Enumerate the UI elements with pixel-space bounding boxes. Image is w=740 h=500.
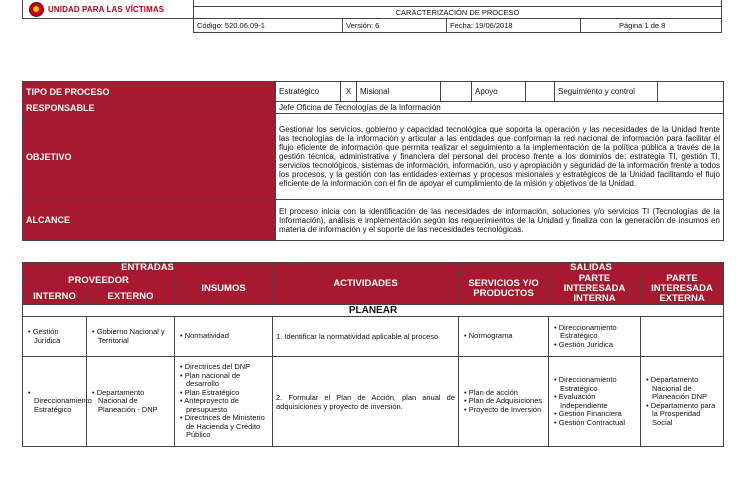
row1-servicios [459,317,549,357]
checkbox-seguimiento [658,82,724,102]
process-table [22,262,724,447]
list-item: • Direccionamiento Estratégico [554,324,637,341]
bullet-list [26,328,83,345]
row1-externa [641,317,724,357]
objetivo-label: OBJETIVO [23,114,276,200]
row1-insumos [175,317,273,357]
bullet-list [178,363,269,440]
actividades-header: ACTIVIDADES [273,263,459,305]
list-item: • Departamento Nacional de Planeación DNP [646,376,720,402]
bullet-list [178,332,269,341]
insumos-header: INSUMOS [175,274,273,305]
row1-actividad: 1. Identificar la normatividad aplicable al proceso [273,317,459,357]
row1-externo [87,317,175,357]
doc-title: CARACTERIZACIÓN DE PROCESO [194,7,722,19]
bullet-list [90,389,171,415]
table-row [23,357,724,447]
bullet-list [90,328,171,345]
list-item: • Gestión Jurídica [554,341,637,350]
list-item: • Gestión Contractual [554,419,637,428]
list-item: • Departamento Nacional de Planeación - DNP [92,389,171,415]
pi-externa-header: PARTE INTERESADA EXTERNA [641,274,724,305]
list-item: • Gobierno Nacional y Territorial [92,328,171,345]
responsable-value: Jefe Oficina de Tecnologías de la Información [276,102,724,114]
doc-code: Código: 520.06.09-1 [194,19,343,33]
list-item: • Gestión Financiera [554,410,637,419]
list-item: • Directrices del DNP [180,363,269,372]
row2-externa [641,357,724,447]
document-header [22,0,722,33]
bullet-list [462,332,545,341]
alcance-value: El proceso inicia con la identificación de las necesidades de información, soluciones y/o servicios TI (Tecnologías de la Información), análisis e implementación según los requerimientos de la Unidad y finaliza con la generación de insumos en materia de información y el soporte de las necesidades tecnológicas. [276,200,724,241]
list-item: • Plan de Adquisiciones [464,397,545,406]
list-item: • Direccionamiento Estratégico [554,376,637,393]
bullet-list [462,389,545,415]
row1-interna [549,317,641,357]
row2-actividad: 2. Formular el Plan de Acción, plan anual de adquisiciones y proyecto de inversión. [273,357,459,447]
list-item: • Plan Estratégico [180,389,269,398]
bullet-list [552,376,637,427]
list-item: • Evaluación Independiente [554,393,637,410]
row2-interna [549,357,641,447]
org-name: UNIDAD PARA LAS VÍCTIMAS [48,4,165,14]
objetivo-value: Gestionar los servicios, gobierno y capacidad tecnológica que soporta la operación y las necesidades de la Unidad frente las tecnologías de la información y articular a las entidades que conforman la red nacional de información para facilitar el flujo eficiente de información que permita realizar el seguimiento a la implementación de la política pública a través de la gestión técnica, administrativa y financiera del personal del proceso frente a los dominios de: estrategia TI, gestión TI, servicios tecnológicos, sistemas de información, información, uso y apropiación y seguridad de la información frente a todos los procesos, y la gestión con las entidades externas y procesos misionales y estratégicos de la Unidad facilitando el flujo eficiente de la información con el fin de apoyar el cumplimiento de la misión y objetivos de la Unidad. [276,114,724,200]
alcance-label: ALCANCE [23,200,276,241]
doc-page: Página 1 de 8 [581,19,722,33]
doc-date: Fecha: 19/06/2018 [447,19,581,33]
salidas-header: SALIDAS [459,263,724,274]
seal-icon [29,2,44,17]
opt-misional: Misional [357,82,441,102]
list-item: • Anteproyecto de presupuesto [180,397,269,414]
bullet-list [552,324,637,350]
opt-estrategico: Estratégico [276,82,341,102]
pi-interna-header: PARTE INTERESADA INTERNA [549,274,641,305]
bullet-list [644,376,720,427]
responsable-label: RESPONSABLE [23,102,276,114]
opt-apoyo: Apoyo [472,82,526,102]
row2-insumos [175,357,273,447]
bullet-list [26,389,92,415]
list-item: • Normatividad [180,332,269,341]
list-item: • Plan de acción [464,389,545,398]
list-item: • Normograma [464,332,545,341]
list-item: • Departamento para la Prosperidad Social [646,402,720,428]
list-item: • Direccionamiento Estratégico [28,389,83,415]
table-row [23,317,724,357]
list-item: • Gestión Jurídica [28,328,83,345]
checkbox-misional [441,82,472,102]
checkbox-estrategico: X [341,82,357,102]
process-info-table [22,81,724,241]
doc-version: Versión: 6 [343,19,447,33]
proveedor-header: PROVEEDOR [23,274,175,290]
section-planear: PLANEAR [23,305,724,317]
row1-interno [23,317,87,357]
row2-externo [87,357,175,447]
row2-servicios [459,357,549,447]
checkbox-apoyo [526,82,555,102]
list-item: • Proyecto de Inversión [464,406,545,415]
list-item: • Plan nacional de desarrollo [180,372,269,389]
interno-header: INTERNO [23,289,87,305]
header-spacer [23,19,194,33]
tipo-label: TIPO DE PROCESO [23,82,276,102]
opt-seguimiento: Seguimiento y control [555,82,658,102]
logo-cell [23,0,194,19]
externo-header: EXTERNO [87,289,175,305]
row2-interno [23,357,92,447]
entradas-header: ENTRADAS [23,263,273,274]
servicios-header: SERVICIOS Y/O PRODUCTOS [459,274,549,305]
org-logo [23,2,193,17]
list-item: • Directrices de Ministerio de Hacienda y Crédito Público [180,414,269,440]
